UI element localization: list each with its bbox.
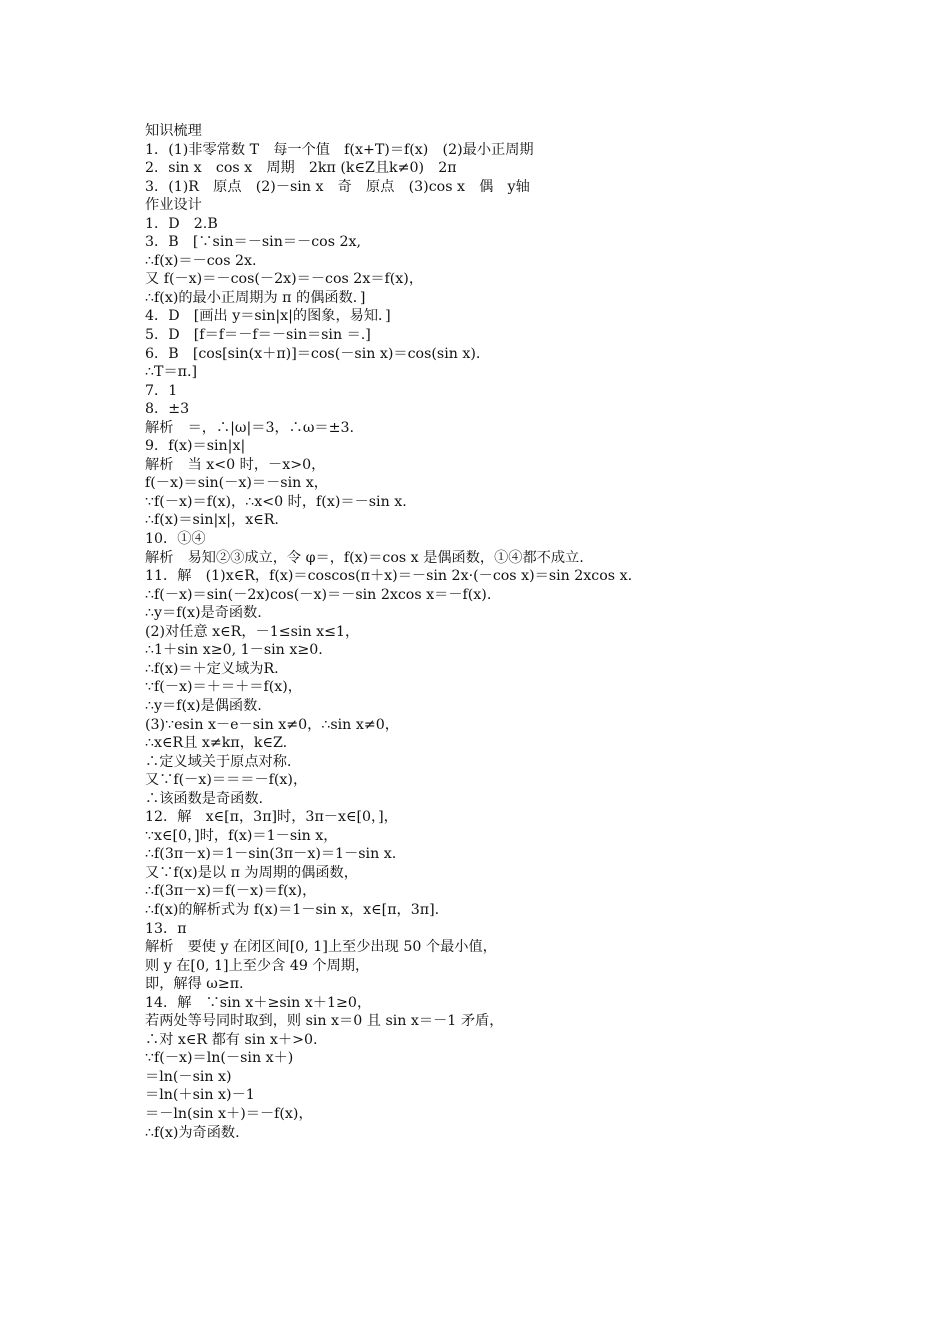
text-line: 解析 当 x<0 时，－x>0， bbox=[145, 456, 326, 473]
text-line: 解析 易知②③成立，令 φ＝，f(x)＝cos x 是偶函数，①④都不成立. bbox=[145, 549, 584, 566]
text-line: 10．①④ bbox=[145, 531, 206, 548]
text-line: ∴f(x)的最小正周期为 π 的偶函数．] bbox=[145, 289, 366, 306]
text-line: 又 f(－x)＝－cos(－2x)＝－cos 2x＝f(x)， bbox=[145, 271, 424, 288]
text-line: 即，解得 ω≥π. bbox=[145, 976, 244, 993]
text-line: 14．解 ∵sin x＋≥sin x＋1≥0， bbox=[145, 994, 372, 1011]
text-line: ∴T＝π.] bbox=[145, 364, 198, 381]
text-line: 1．D 2.B bbox=[145, 215, 218, 232]
text-line: ∵f(－x)＝ln(－sin x＋) bbox=[145, 1050, 294, 1067]
text-line: 又∵f(－x)＝＝＝－f(x)， bbox=[145, 772, 308, 789]
text-line: 2．sin x cos x 周期 2kπ (k∈Z且k≠0) 2π bbox=[145, 160, 457, 177]
text-line: ∴f(3π－x)＝f(－x)＝f(x)， bbox=[145, 883, 317, 900]
text-line: ∴f(x)＝sin|x|，x∈R. bbox=[145, 512, 279, 529]
text-line: ∴对 x∈R 都有 sin x＋>0. bbox=[145, 1031, 318, 1048]
text-line: 解析 要使 y 在闭区间[0, 1]上至少出现 50 个最小值， bbox=[145, 939, 497, 956]
text-line: ∴f(3π－x)＝1－sin(3π－x)＝1－sin x. bbox=[145, 846, 397, 863]
text-line: f(－x)＝sin(－x)＝－sin x， bbox=[145, 475, 328, 492]
text-line: 若两处等号同时取到，则 sin x＝0 且 sin x＝－1 矛盾， bbox=[145, 1013, 504, 1030]
text-line: 8．±3 bbox=[145, 401, 190, 418]
text-line: ∴f(x)＝－cos 2x. bbox=[145, 252, 257, 269]
text-line: ∵f(－x)＝＋＝＋＝f(x)， bbox=[145, 679, 302, 696]
text-line: 又∵f(x)是以 π 为周期的偶函数， bbox=[145, 864, 358, 881]
text-line: 解析 ＝，∴|ω|＝3，∴ω＝±3. bbox=[145, 419, 355, 436]
text-line: ∵x∈[0，]时，f(x)＝1－sin x， bbox=[145, 827, 338, 844]
text-line: 7．1 bbox=[145, 382, 178, 399]
answer-document bbox=[145, 122, 925, 1142]
text-line: ∴f(x)为奇函数. bbox=[145, 1124, 240, 1141]
text-line: (2)对任意 x∈R，－1≤sin x≤1， bbox=[145, 623, 360, 640]
section-heading: 作业设计 bbox=[145, 197, 202, 214]
text-line: ∵f(－x)＝f(x)，∴x<0 时，f(x)＝－sin x. bbox=[145, 493, 407, 510]
text-line: 13．π bbox=[145, 920, 187, 937]
text-line: 6．B [cos[sin(x＋π)]＝cos(－sin x)＝cos(sin x). bbox=[145, 345, 481, 362]
text-line: 12．解 x∈[π，3π]时，3π－x∈[0，]， bbox=[145, 809, 398, 826]
text-line: 3．B [∵sin＝－sin＝－cos 2x, bbox=[145, 234, 362, 251]
text-line: 5．D [f＝f＝－f＝－sin＝sin ＝.] bbox=[145, 327, 371, 344]
text-line: ∴f(x)＝＋定义域为R. bbox=[145, 660, 279, 677]
text-line: 9．f(x)＝sin|x| bbox=[145, 438, 246, 455]
text-line: ∴定义域关于原点对称. bbox=[145, 753, 292, 770]
text-line: 则 y 在[0, 1]上至少含 49 个周期， bbox=[145, 957, 370, 974]
text-line: 4．D [画出 y＝sin|x|的图象，易知．] bbox=[145, 308, 391, 325]
text-line: ∴f(－x)＝sin(－2x)cos(－x)＝－sin 2xcos x＝－f(x). bbox=[145, 586, 492, 603]
text-line: ∴y＝f(x)是偶函数. bbox=[145, 697, 262, 714]
text-line: ∴x∈R且 x≠kπ，k∈Z. bbox=[145, 735, 288, 752]
text-line: 11．解 (1)x∈R，f(x)＝coscos(π＋x)＝－sin 2x·(－cos x)＝sin 2xcos x. bbox=[145, 568, 633, 585]
text-line: ＝ln(＋sin x)－1 bbox=[145, 1087, 255, 1104]
text-line: 1．(1)非零常数 T 每一个值 f(x+T)＝f(x) (2)最小正周期 bbox=[145, 141, 534, 158]
text-line: ∴y＝f(x)是奇函数. bbox=[145, 605, 262, 622]
text-line: ＝－ln(sin x＋)＝－f(x)， bbox=[145, 1105, 313, 1122]
text-line: ＝ln(－sin x) bbox=[145, 1068, 232, 1085]
text-line: ∴1＋sin x≥0, 1－sin x≥0. bbox=[145, 642, 323, 659]
text-line: (3)∵esin x－e－sin x≠0，∴sin x≠0， bbox=[145, 716, 399, 733]
text-line: ∴该函数是奇函数. bbox=[145, 790, 264, 807]
text-line: ∴f(x)的解析式为 f(x)＝1－sin x，x∈[π，3π]. bbox=[145, 901, 440, 918]
text-line: 3．(1)R 原点 (2)－sin x 奇 原点 (3)cos x 偶 y轴 bbox=[145, 178, 530, 195]
section-heading: 知识梳理 bbox=[145, 123, 202, 139]
